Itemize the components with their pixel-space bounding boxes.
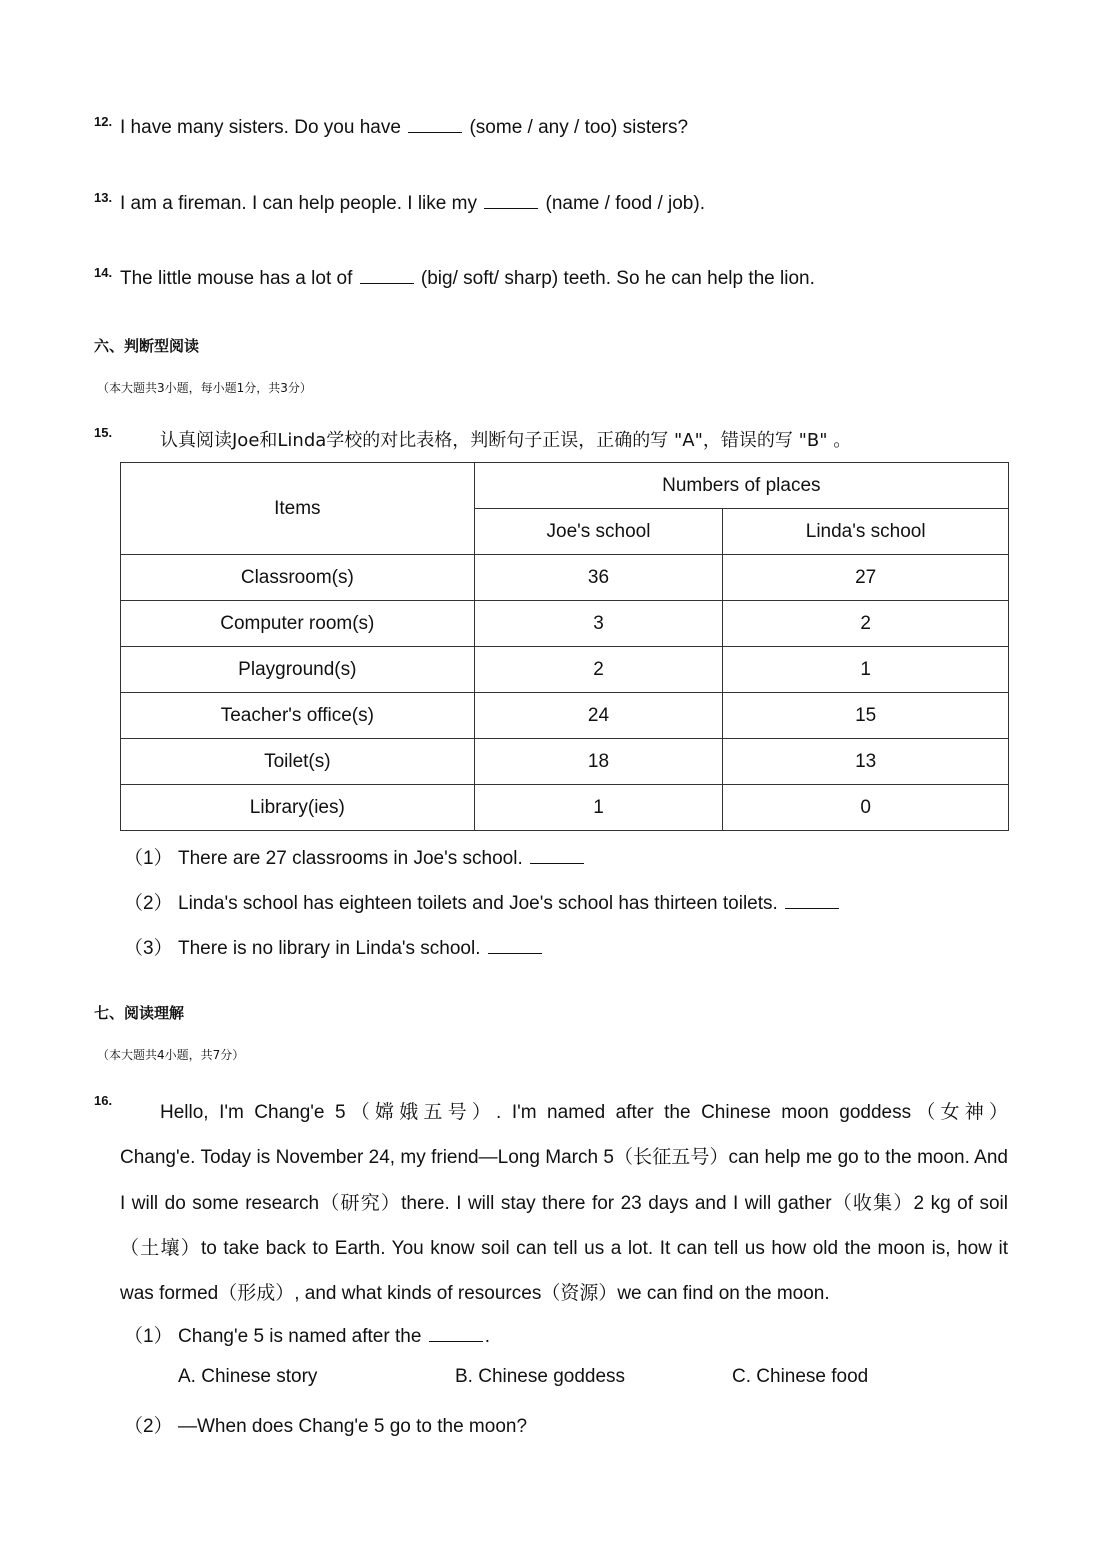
sub-end-punct: . — [484, 1326, 490, 1347]
question-text — [120, 267, 815, 291]
question-15-instruction: 认真阅读Joe和Linda学校的对比表格，判断句子正误，正确的写 "A"，错误的写 "B" 。 — [160, 430, 852, 451]
answer-blank[interactable] — [488, 937, 542, 954]
linda-value-cell: 1 — [723, 647, 1009, 693]
question-options: (name / food / job). — [545, 193, 705, 214]
linda-value-cell: 2 — [723, 601, 1009, 647]
sub-text: There are 27 classrooms in Joe's school. — [178, 848, 523, 869]
option-a[interactable]: A. Chinese story — [178, 1366, 318, 1387]
question-stem: I have many sisters. Do you have — [120, 117, 401, 138]
question-15-sub-2 — [124, 888, 841, 915]
item-cell: Teacher's office(s) — [121, 693, 475, 739]
sub-text: There is no library in Linda's school. — [178, 938, 481, 959]
question-16-sub-2 — [124, 1411, 527, 1438]
table-row — [121, 785, 1009, 831]
reading-passage — [120, 1090, 1008, 1316]
lindas-school-header: Linda's school — [723, 509, 1009, 555]
joe-value-cell: 24 — [474, 693, 723, 739]
item-cell: Toilet(s) — [121, 739, 475, 785]
question-text — [120, 116, 688, 140]
comparison-table — [120, 462, 1009, 831]
question-options: (big/ soft/ sharp) teeth. So he can help the lion. — [420, 268, 815, 289]
linda-value-cell: 27 — [723, 555, 1009, 601]
answer-blank[interactable] — [360, 267, 414, 284]
table-row — [121, 601, 1009, 647]
question-16-number: 16. — [94, 1093, 113, 1108]
item-cell: Library(ies) — [121, 785, 475, 831]
passage-first-line: Hello, I'm Chang'e 5（嫦娥五号）. I'm named after the Chinese moon goddess（女神） — [160, 1102, 1008, 1123]
section-6-note: （本大题共3小题，每小题1分，共3分） — [97, 381, 312, 395]
items-header: Items — [121, 463, 475, 555]
numbers-header: Numbers of places — [474, 463, 1008, 509]
linda-value-cell: 15 — [723, 693, 1009, 739]
option-b[interactable]: B. Chinese goddess — [455, 1366, 626, 1387]
question-text — [120, 192, 705, 216]
joe-value-cell: 2 — [474, 647, 723, 693]
joe-value-cell: 18 — [474, 739, 723, 785]
linda-value-cell: 0 — [723, 785, 1009, 831]
sub-label: （2） — [124, 1416, 173, 1437]
sub-label: （1） — [124, 848, 173, 869]
section-7-note: （本大题共4小题，共7分） — [97, 1048, 245, 1062]
sub-label: （2） — [124, 893, 173, 914]
table-row — [121, 555, 1009, 601]
sub-label: （3） — [124, 938, 173, 959]
section-7-title: 七、阅读理解 — [94, 1004, 185, 1022]
joe-value-cell: 3 — [474, 601, 723, 647]
question-stem: I am a fireman. I can help people. I like my — [120, 193, 477, 214]
joe-value-cell: 1 — [474, 785, 723, 831]
sub-text: Linda's school has eighteen toilets and Joe's school has thirteen toilets. — [178, 893, 778, 914]
sub-text: Chang'e 5 is named after the — [178, 1326, 422, 1347]
sub-text: —When does Chang'e 5 go to the moon? — [178, 1416, 528, 1437]
answer-blank[interactable] — [429, 1325, 483, 1342]
item-cell: Playground(s) — [121, 647, 475, 693]
answer-blank[interactable] — [484, 192, 538, 209]
joes-school-header: Joe's school — [474, 509, 723, 555]
question-15-number: 15. — [94, 425, 113, 440]
option-c[interactable]: C. Chinese food — [732, 1366, 869, 1387]
section-6-title: 六、判断型阅读 — [94, 337, 200, 355]
question-stem: The little mouse has a lot of — [120, 268, 353, 289]
question-number: 13. — [94, 190, 113, 205]
passage-body: Chang'e. Today is November 24, my friend—Long March 5（长征五号）can help me go to the moon. And I will do some research（研究）there. I will stay there for 23 days and I will gather（收集）2 kg of soil（土壤）to take back to Earth. You know soil can tell us a lot. It can tell us how old the moon is, how it was formed（形成）, and what kinds of resources（资源）we can find on the moon. — [120, 1147, 1008, 1305]
question-15-sub-1 — [124, 843, 586, 870]
question-15-sub-3 — [124, 933, 544, 960]
table-row — [121, 693, 1009, 739]
answer-blank[interactable] — [408, 116, 462, 133]
item-cell: Computer room(s) — [121, 601, 475, 647]
answer-blank[interactable] — [785, 892, 839, 909]
item-cell: Classroom(s) — [121, 555, 475, 601]
answer-blank[interactable] — [530, 847, 584, 864]
sub-label: （1） — [124, 1326, 173, 1347]
joe-value-cell: 36 — [474, 555, 723, 601]
question-number: 14. — [94, 265, 113, 280]
question-number: 12. — [94, 114, 113, 129]
linda-value-cell: 13 — [723, 739, 1009, 785]
question-options: (some / any / too) sisters? — [469, 117, 689, 138]
table-row — [121, 647, 1009, 693]
table-row — [121, 739, 1009, 785]
question-16-sub-1 — [124, 1321, 490, 1348]
table-header-row — [121, 463, 1009, 509]
